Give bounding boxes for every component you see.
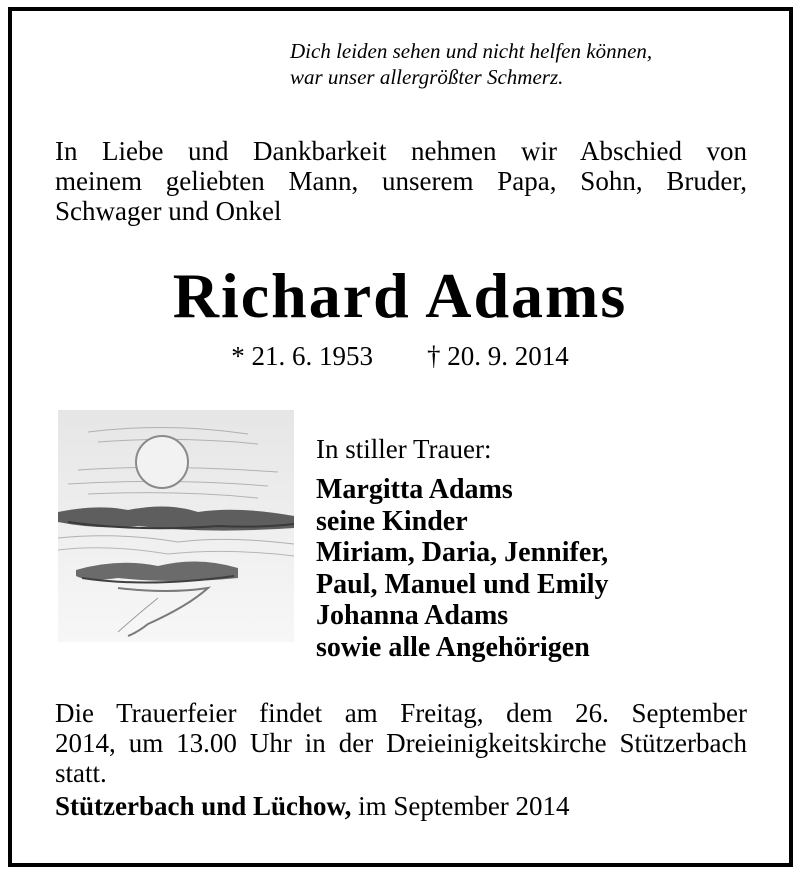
mourner-line: seine Kinder xyxy=(316,505,468,537)
mourner-line: Paul, Manuel und Emily xyxy=(316,568,609,600)
mourners-heading: In stiller Trauer: xyxy=(316,434,492,464)
deceased-name: Richard Adams xyxy=(172,260,628,331)
place-names: Stützerbach und Lüchow, xyxy=(55,791,352,821)
date-text: im September 2014 xyxy=(351,791,570,821)
service-line: statt. xyxy=(55,758,107,788)
place-date-line xyxy=(55,791,747,821)
funeral-service-info xyxy=(55,698,747,788)
service-line: Die Trauerfeier findet am Freitag, dem 26. September xyxy=(55,698,747,728)
sunset-landscape-illustration xyxy=(58,410,294,642)
life-dates: * 21. 6. 1953 † 20. 9. 2014 xyxy=(231,341,569,371)
quote-line: Dich leiden sehen und nicht helfen können, xyxy=(290,39,653,63)
mourner-line: sowie alle Angehörigen xyxy=(316,631,590,663)
intro-line: In Liebe und Dankbarkeit nehmen wir Abschied von xyxy=(55,136,747,166)
intro-line: meinem geliebten Mann, unserem Papa, Sohn, Bruder, xyxy=(55,166,747,196)
mourner-line: Margitta Adams xyxy=(316,474,513,505)
service-line: 2014, um 13.00 Uhr in der Dreieinigkeitskirche Stützerbach xyxy=(55,728,747,758)
intro-text xyxy=(55,136,747,226)
mourner-line: Johanna Adams xyxy=(316,600,509,631)
intro-line: Schwager und Onkel xyxy=(55,196,282,226)
mourners-block xyxy=(316,434,756,663)
quote-line: war unser allergrößter Schmerz. xyxy=(290,65,564,89)
mourner-line: Miriam, Daria, Jennifer, xyxy=(316,537,609,568)
memorial-quote xyxy=(290,38,760,90)
